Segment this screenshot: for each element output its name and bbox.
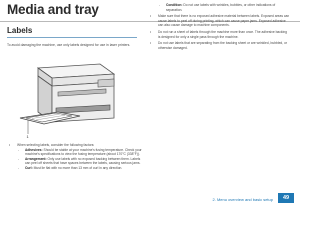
bullet-icon: • bbox=[9, 143, 11, 147]
left-column bbox=[9, 143, 144, 171]
list-item-text: Make sure that there is no exposed adhesive material between labels. Exposed areas can cause labels to peel off during printing, which can cause paper jams. Exposed adhesive can also cause damage to machine components. bbox=[158, 14, 290, 28]
list-item-text: When selecting labels, consider the following factors: bbox=[17, 143, 95, 147]
list-item-text bbox=[166, 3, 290, 12]
list-item bbox=[159, 3, 290, 12]
term: Arrangement: bbox=[25, 156, 47, 161]
list-item bbox=[18, 157, 144, 166]
list-item bbox=[18, 166, 144, 171]
definition: Must lie flat with no more than 13 mm of curl in any direction. bbox=[32, 165, 123, 170]
list-item bbox=[18, 148, 144, 157]
bullet-icon: • bbox=[150, 29, 152, 34]
printer-label-loading-illustration bbox=[18, 60, 128, 140]
term: Adhesives: bbox=[25, 147, 43, 152]
footer-chapter: 2. Menu overview and basic setup bbox=[212, 197, 273, 202]
definition: Should be stable at your machine's fusing temperature. Check your machine's specifications to view the fusing temperature (about 170°C (338°F)). bbox=[25, 147, 142, 157]
bullet-icon: • bbox=[150, 14, 152, 19]
definition: Only use labels with no exposed backing between them. Labels can peel off sheets that have spaces between the labels, causing serious jams. bbox=[25, 156, 141, 166]
intro-paragraph: To avoid damaging the machine, use only labels designed for use in laser printers. bbox=[7, 43, 131, 47]
dash-icon: - bbox=[18, 165, 20, 170]
page-number: 49 bbox=[278, 193, 294, 203]
term: Condition: bbox=[166, 3, 183, 7]
list-item-text bbox=[25, 148, 144, 157]
dash-icon: - bbox=[159, 3, 161, 7]
term: Curl: bbox=[25, 165, 33, 170]
list-item bbox=[150, 30, 290, 39]
list-item-text: Do not run a sheet of labels through the machine more than once. The adhesive backing is designed for only a single pass through the machine. bbox=[158, 29, 287, 39]
dash-icon: - bbox=[18, 147, 20, 152]
definition: Do not use labels with wrinkles, bubbles, or other indications of separation. bbox=[166, 3, 276, 12]
list-item bbox=[150, 14, 290, 28]
right-column bbox=[150, 3, 290, 50]
bullet-icon: • bbox=[150, 41, 152, 46]
section-title: Labels bbox=[7, 26, 33, 35]
section-divider bbox=[7, 37, 137, 38]
svg-text:1: 1 bbox=[26, 134, 29, 139]
list-item-text: Do not use labels that are separating from the backing sheet or are wrinkled, bubbled, or otherwise damaged. bbox=[158, 41, 288, 50]
dash-icon: - bbox=[18, 156, 20, 161]
list-item-text bbox=[25, 157, 144, 166]
page-title: Media and tray bbox=[7, 2, 99, 17]
list-item-text bbox=[25, 166, 122, 171]
list-item bbox=[150, 41, 290, 50]
